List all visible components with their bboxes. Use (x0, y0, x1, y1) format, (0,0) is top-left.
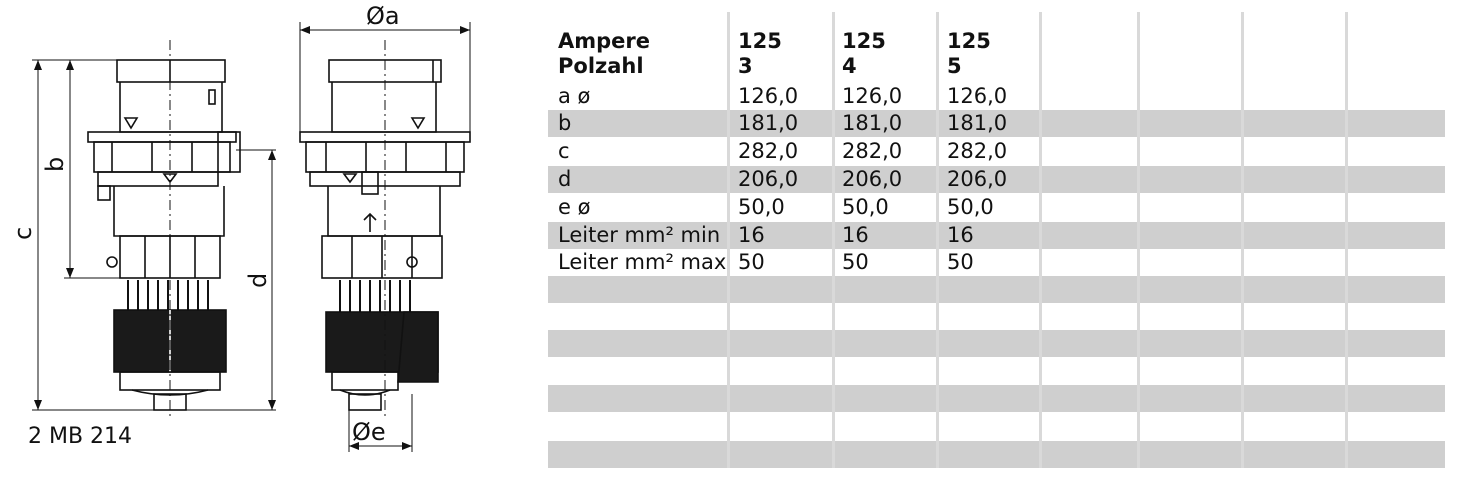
row-value: 181,0 (842, 111, 903, 135)
stripe (548, 330, 1445, 357)
dim-label-d: d (244, 272, 272, 288)
table-row (548, 194, 1445, 221)
row-label: d (558, 167, 572, 191)
row-value: 16 (842, 223, 869, 247)
dim-label-a: Øa (366, 2, 400, 30)
row-value: 126,0 (842, 84, 903, 108)
header-value: 5 (947, 54, 962, 78)
header-value: 125 (842, 29, 886, 53)
row-value: 50,0 (947, 195, 994, 219)
row-label: e ø (558, 195, 591, 219)
technical-drawing (0, 0, 545, 479)
table-row (548, 222, 1445, 249)
stripe (548, 276, 1445, 303)
row-value: 282,0 (842, 139, 903, 163)
header-row-polzahl (548, 53, 1445, 80)
header-value: 125 (947, 29, 991, 53)
dim-label-c: c (9, 226, 37, 240)
dim-label-b: b (41, 156, 69, 172)
row-value: 126,0 (947, 84, 1008, 108)
stripe (548, 385, 1445, 412)
table-row (548, 166, 1445, 193)
row-value: 181,0 (947, 111, 1008, 135)
row-value: 282,0 (947, 139, 1008, 163)
row-value: 50,0 (842, 195, 889, 219)
row-value: 282,0 (738, 139, 799, 163)
row-label: Leiter mm² min (558, 223, 721, 247)
header-value: 125 (738, 29, 782, 53)
row-value: 206,0 (947, 167, 1008, 191)
row-value: 50 (947, 250, 974, 274)
table-row (548, 249, 1445, 276)
row-label: b (558, 111, 572, 135)
row-value: 16 (947, 223, 974, 247)
stripe (548, 441, 1445, 468)
model-code: 2 MB 214 (28, 424, 133, 449)
row-value: 50 (842, 250, 869, 274)
row-label: a ø (558, 84, 591, 108)
row-value: 16 (738, 223, 765, 247)
row-value: 206,0 (738, 167, 799, 191)
header-row-ampere (548, 28, 1445, 55)
row-value: 50 (738, 250, 765, 274)
row-label: Leiter mm² max (558, 250, 727, 274)
row-value: 206,0 (842, 167, 903, 191)
header-label: Ampere (558, 29, 651, 53)
row-value: 181,0 (738, 111, 799, 135)
table-row (548, 83, 1445, 110)
table-row (548, 110, 1445, 137)
header-value: 4 (842, 54, 857, 78)
header-value: 3 (738, 54, 753, 78)
side-view-plug (88, 60, 240, 410)
spec-table (548, 12, 1445, 468)
row-value: 50,0 (738, 195, 785, 219)
dim-label-e: Øe (352, 418, 386, 446)
table-row (548, 138, 1445, 165)
row-value: 126,0 (738, 84, 799, 108)
header-label: Polzahl (558, 54, 644, 78)
row-label: c (558, 139, 570, 163)
